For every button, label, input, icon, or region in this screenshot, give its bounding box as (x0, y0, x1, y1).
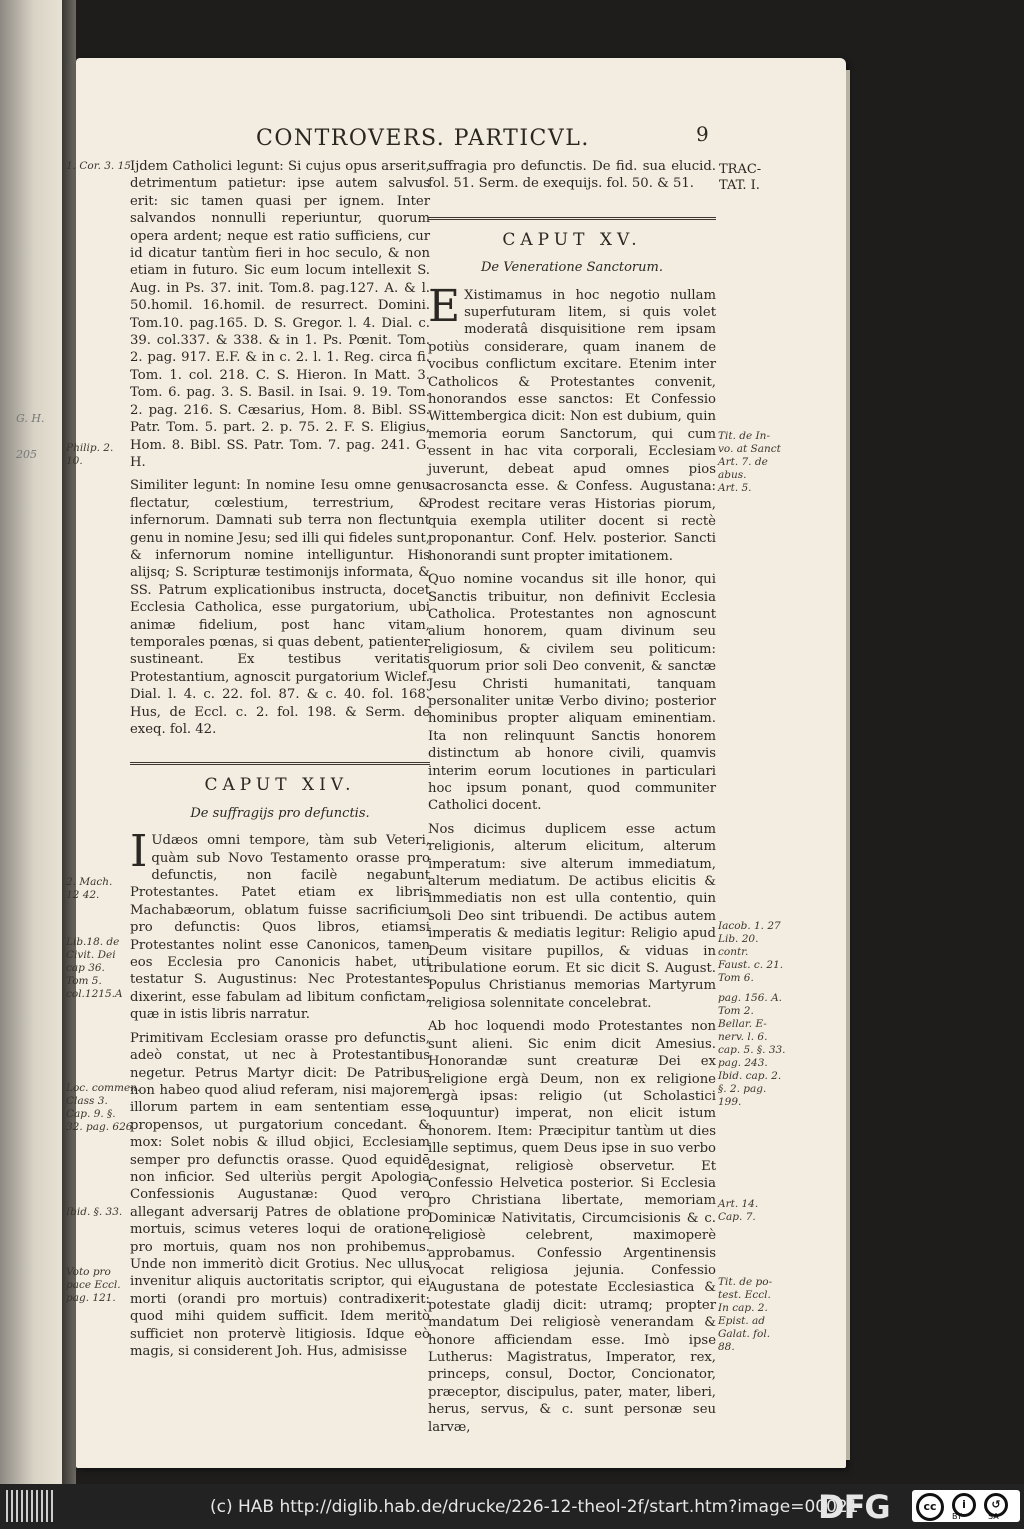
marginal-note: Ibid. §. 33. (66, 1206, 123, 1218)
marginal-note: Voto pro pace Eccl. pag. 121. (66, 1266, 121, 1304)
marginal-note: Tit. de po- test. Eccl. In cap. 2. Epist. ad Galat. fol. 88. (718, 1276, 773, 1353)
section-rule (428, 217, 716, 220)
paragraph: suffragia pro defunctis. De fid. sua elucid. fol. 51. Serm. de exequijs. fol. 50. & 51. (428, 159, 716, 192)
text-column-right (428, 158, 716, 1436)
page-edge (846, 70, 850, 1460)
page-number: 9 (696, 122, 709, 146)
paragraph: Primitivam Ecclesiam orasse pro defunctis, adeò constat, ut nec à Protestantibus negetur. Petrus Martyr dicit: De Patribus non habeo quod aliud referam, nisi majorem illorum partem in eam sententiam esse propensos, ut purgatorium concedant. & mox: Solet nobis & illud objici, Ecclesiam semper pro defunctis orasse. Quod equidē non inficior. Sed ulteriùs pergit Apologia Confessionis Augustanæ: Quod vero allegant adversarij Patres de oblatione pro mortuis, scimus veteres loqui de oratione pro mortuis, quam nos non prohibemus. Unde non immeritò dicit Grotius. Nec ullus invenitur aliquis auctoritatis scriptor, qui ei morti (orandi pro mortuis) contradixerit: quod mihi quidem sufficit. Idem meritò sufficiet non protervè litigiosis. Idque eò magis, si considerent Joh. Hus, admisisse (130, 1030, 430, 1359)
copyright-url[interactable]: (c) HAB http://diglib.hab.de/drucke/226-12-theol-2f/start.htm?image=00021 (210, 1497, 859, 1517)
chapter-subtitle: De Veneratione Sanctorum. (481, 260, 663, 276)
running-header: CONTROVERS. PARTICVL. (256, 126, 590, 151)
cc-icon: cc (916, 1493, 944, 1521)
facing-page-fragment (0, 0, 62, 1484)
paragraph: I Udæos omni tempore, tàm sub Veteri, quàm sub Novo Testamento orasse pro defunctis, non facilè negabunt Protestantes. Patet etiam ex libris Machabæorum, oblatum fuisse sacrificium pro defunctis: Quos libros, etiamsi Protestantes nolint esse Canonicos, tamen eos Ecclesia pro Canonicis habet, uti testatur S. Augustinus: Nec Protestantes dixerint, esse fabulam ad libitum confictam, quæ in istis libris narratur. (130, 826, 430, 1023)
paragraph: Ab hoc loquendi modo Protestantes non sunt alieni. Sic enim dicit Amesius. Honorandæ sunt creaturæ Dei ex religione ergà Deum, non ex religione ergà ipsas: religio (ut Scholastici loquuntur) imperat, non elicit istum honorem. Item: Præcipitur tantùm ut dies ille septimus, quem Deus ipse in suo verbo designat, religiosè observetur. Et Confessio Helvetica posterior. Si Ecclesia pro Christiana libertate, memoriam Dominicæ Nativitatis, Circumcisionis & c. religiosè celebrent, maximoperè approbamus. Confessio Argentinensis vocat religiosa jejunia. Confessio Augustana de potestate Ecclesiastica & potestate gladij dicit: utramq; propter mandatum Dei religiosè venerandam & honore afficiendam esse. Imò ipse Lutherus: Magistratus, Imperator, rex, princeps, consul, Doctor, Concionator, præceptor, discipulus, pater, mater, liberi, herus, servus, & c. sunt personæ seu larvæ, (428, 1019, 716, 1435)
paragraph: Quo nomine vocandus sit ille honor, qui Sanctis tribuitur, non definivit Ecclesia Catholica. Protestantes non agnoscunt alium honorem, quam divinum seu religiosum, & civilem seu politicum: quorum prior soli Deo convenit, & sanctæ Jesu Christi humanitati, tanquam personaliter unitæ Verbo divino; posterior hominibus propter aliquam eminentiam. Ita non relinquunt Sanctis honorem distinctum ab honore civili, quamvis interim eorum locutiones in particulari hoc ipsum ponant, quod communiter Catholici docent. (428, 572, 716, 814)
by-person-icon: i (952, 1493, 976, 1517)
marginal-note: Tit. de In- vo. at Sanct Art. 7. de abus. Art. 5. (718, 430, 781, 494)
facing-page-text: 205 (16, 448, 37, 461)
paragraph: Ijdem Catholici legunt: Si cujus opus arserit, detrimentum patietur: ipse autem salvus erit: sic tamen quasi per ignem. Inter salvandos nonnulli reperiuntur, quorum opera ardent; neque est ratio sufficiens, cur id dicatur tantùm fieri in hoc seculo, & non etiam in futuro. Sic eum locum intellexit S. Aug. in Ps. 37. init. Tom.8. pag.127. A. & l. 50.homil. 16.homil. de resurrect. Domini. Tom.10. pag.165. D. S. Gregor. l. 4. Dial. c. 39. col.337. & 338. & in 1. Ps. Pœnit. Tom. 2. pag. 917. E.F. & in c. 2. l. 1. Reg. circa fi. Tom. 1. col. 218. C. S. Hieron. In Matt. 3. Tom. 6. pag. 3. S. Basil. in Isai. 9. 19. Tom. 2. pag. 216. S. Cæsarius, Hom. 8. Bibl. SS. Patr. Tom. 5. part. 2. p. 75. 2. F. S. Eligius, Hom. 8. Bibl. SS. Patr. Tom. 7. pag. 241. G. H. (130, 159, 430, 470)
cc-sa-label: SA (988, 1512, 999, 1521)
facing-page-text: G. H. (16, 412, 45, 425)
marginal-note: 2. Mach. 12 42. (66, 876, 113, 901)
hab-logo-icon (6, 1490, 58, 1522)
chapter-subtitle: De suffragijs pro defunctis. (190, 805, 370, 821)
marginal-note: Loc. commen. Class 3. Cap. 9. §. 32. pag. 626 (66, 1082, 141, 1133)
drop-cap: I (130, 826, 148, 878)
cc-license-icon[interactable] (912, 1490, 1020, 1522)
marginal-note: Art. 14. Cap. 7. (718, 1198, 759, 1223)
paragraph: E Xistimamus in hoc negotio nullam superfuturam litem, si quis volet moderatâ disquisitione rem ipsam potiùs considerare, quam inanem de vocibus conflictum excitare. Etenim inter Catholicos & Protestantes convenit, honorandos esse sanctos: Et Confessio Wittembergica dicit: Non est dubium, quin memoria eorum Sanctorum, qui cum essent in hac vita corporali, Ecclesiam juverunt, debeat apud omnes pios sacrosancta esse. & Confess. Augustana: Prodest recitare veras Historias piorum, quia exempla utiliter docent si rectè proponantur. Conf. Helv. posterior. Sancti honorandi sunt propter imitationem. (428, 280, 716, 564)
dfg-logo-icon: DFG (818, 1488, 890, 1526)
marginal-note: 1. Cor. 3. 15. (66, 160, 135, 172)
footer-bar (0, 1484, 1024, 1529)
tract-label: TRAC- TAT. I. (719, 162, 762, 193)
paragraph: Nos dicimus duplicem esse actum religionis, alterum elicitum, alterum imperatum: sive alterum immediatum, alterum mediatum. De actibus elicitis & immediatis non est ulla contentio, quin soli Deo sint tribuendi. De actibus autem imperatis & mediatis legitur: Religio apud Deum visitare pupillos, & viduas in tribulatione eorum. Et sic dicit S. August. Populus Christianus memorias Martyrum religiosa solennitate concelebrat. (428, 821, 716, 1011)
marginal-note: Philip. 2. 10. (66, 442, 114, 467)
drop-cap: E (428, 280, 461, 332)
chapter-title: CAPUT XV. (502, 229, 642, 250)
book-gutter (62, 0, 76, 1484)
paragraph: Similiter legunt: In nomine Iesu omne genu flectatur, cœlestium, terrestrium, & infernorum. Damnati sub terra non flectunt genu in nomine Jesu; sed illi qui fideles sunt, & infernorum nomine intelliguntur. His alijsq; S. Scripturæ testimonijs informata, & SS. Patrum explicationibus instructa, docet Ecclesia Catholica, esse purgatorium, ubi animæ fidelium, post hanc vitam, temporales pœnas, si quas debent, patienter sustineant. Ex testibus veritatis Protestantium, agnoscit purgatorium Wiclef. Dial. l. 4. c. 22. fol. 87. & c. 40. fol. 168. Hus, de Eccl. c. 2. fol. 198. & Serm. de exeq. fol. 42. (130, 478, 430, 737)
text-column-left (130, 158, 430, 1360)
marginal-note: Lib.18. de Civit. Dei cap 36. Tom 5. col.1215.A (66, 936, 123, 1000)
book-page (66, 58, 846, 1468)
marginal-note: Iacob. 1. 27 Lib. 20. contr. Faust. c. 21. Tom 6. (718, 920, 784, 984)
marginal-note: pag. 156. A. Tom 2. Bellar. E- nerv. l. 6. cap. 5. §. 33. pag. 243. Ibid. cap. 2. §. 2. pag. 199. (718, 992, 786, 1108)
chapter-title: CAPUT XIV. (204, 775, 356, 796)
section-rule (130, 762, 430, 765)
cc-by-label: BY (952, 1512, 962, 1521)
sa-share-icon: ↺ (984, 1493, 1008, 1517)
